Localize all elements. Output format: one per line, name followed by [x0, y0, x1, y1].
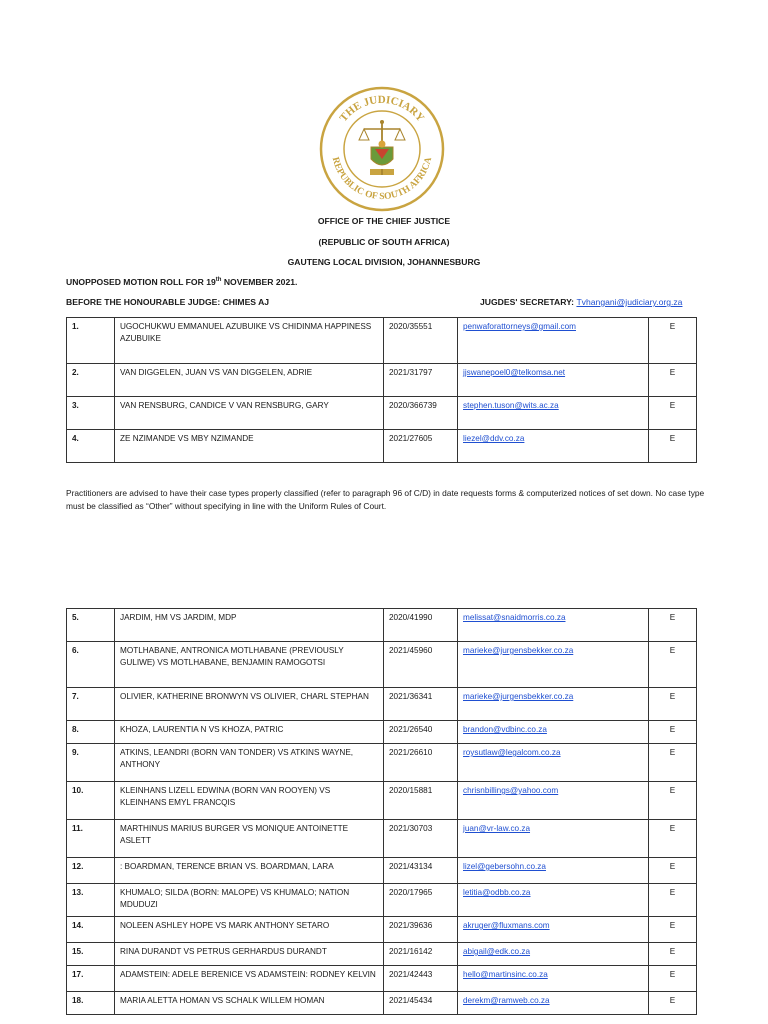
case-email-link-cell	[458, 884, 649, 917]
case-type-code-cell	[649, 917, 697, 943]
case-email-link[interactable]: derekm@ramweb.co.za	[463, 996, 550, 1005]
case-email-link-cell	[458, 318, 649, 364]
case-type-code: E	[669, 322, 676, 331]
case-email-link[interactable]: akruger@fluxmans.com	[463, 921, 550, 930]
case-number-cell	[384, 917, 458, 943]
case-number: 2021/30703	[389, 824, 433, 833]
case-email-link[interactable]: marieke@jurgensbekker.co.za	[463, 646, 574, 655]
case-email-link-cell	[458, 917, 649, 943]
seal-bottom-text: REPUBLIC OF SOUTH AFRICA	[329, 156, 435, 203]
roll-title	[66, 277, 297, 287]
case-type-code-cell	[649, 642, 697, 688]
case-parties-cell	[115, 688, 384, 721]
case-email-link-cell	[458, 688, 649, 721]
roll-table-1	[66, 317, 697, 463]
case-type-code-cell	[649, 688, 697, 721]
case-item-number-cell	[67, 943, 115, 966]
case-number-cell	[384, 992, 458, 1015]
table-row	[67, 917, 697, 943]
case-email-link-cell	[458, 966, 649, 992]
case-parties-cell	[115, 397, 384, 430]
case-number-cell	[384, 318, 458, 364]
case-parties: MARIA ALETTA HOMAN VS SCHALK WILLEM HOMAN	[120, 996, 325, 1005]
case-item-number: 14.	[72, 921, 84, 930]
judiciary-seal	[318, 85, 446, 213]
roll-title-suffix: NOVEMBER 2021.	[221, 277, 298, 287]
case-email-link[interactable]: penwaforattorneys@gmail.com	[463, 322, 576, 331]
case-item-number-cell	[67, 642, 115, 688]
judiciary-seal-icon	[318, 85, 446, 213]
case-type-code-cell	[649, 992, 697, 1015]
case-parties-cell	[115, 917, 384, 943]
case-parties-cell	[115, 943, 384, 966]
case-number-cell	[384, 721, 458, 744]
case-parties-cell	[115, 858, 384, 884]
case-parties: : BOARDMAN, TERENCE BRIAN VS. BOARDMAN, LARA	[120, 862, 334, 871]
case-parties: KHUMALO; SILDA (BORN: MALOPE) VS KHUMALO; NATION MDUDUZI	[120, 888, 350, 909]
case-type-code: E	[669, 921, 676, 930]
case-email-link[interactable]: lizel@gebersohn.co.za	[463, 862, 546, 871]
table-row	[67, 992, 697, 1015]
case-parties-cell	[115, 992, 384, 1015]
case-number-cell	[384, 782, 458, 820]
case-email-link[interactable]: brandon@vdbinc.co.za	[463, 725, 547, 734]
case-email-link-cell	[458, 782, 649, 820]
case-email-link[interactable]: melissat@snaidmorris.co.za	[463, 613, 566, 622]
table-row	[67, 782, 697, 820]
case-type-code-cell	[649, 318, 697, 364]
case-parties-cell	[115, 364, 384, 397]
case-parties: ZE NZIMANDE VS MBY NZIMANDE	[120, 434, 254, 443]
case-type-code: E	[669, 970, 676, 979]
table-row	[67, 642, 697, 688]
case-type-code: E	[669, 725, 676, 734]
case-email-link[interactable]: jjswanepoel0@telkomsa.net	[463, 368, 566, 377]
case-email-link-cell	[458, 943, 649, 966]
case-number: 2021/43134	[389, 862, 433, 871]
case-item-number: 17.	[72, 970, 84, 979]
case-parties: JARDIM, HM VS JARDIM, MDP	[120, 613, 237, 622]
case-number-cell	[384, 397, 458, 430]
case-number: 2021/16142	[389, 947, 433, 956]
case-item-number: 11.	[72, 824, 83, 833]
table-row	[67, 820, 697, 858]
case-number: 2020/366739	[389, 401, 437, 410]
case-item-number: 12.	[72, 862, 84, 871]
case-email-link-cell	[458, 744, 649, 782]
case-parties: VAN DIGGELEN, JUAN VS VAN DIGGELEN, ADRIE	[120, 368, 313, 377]
case-item-number: 2.	[72, 368, 79, 377]
case-parties: MOTLHABANE, ANTRONICA MOTLHABANE (PREVIOUSLY GULIWE) VS MOTLHABANE, BENJAMIN RAMOGOTSI	[120, 646, 344, 667]
roll-table-2	[66, 608, 697, 1015]
case-parties-cell	[115, 744, 384, 782]
case-number-cell	[384, 858, 458, 884]
case-parties: KLEINHANS LIZELL EDWINA (BORN VAN ROOYEN) VS KLEINHANS EMYL FRANCQIS	[120, 786, 331, 807]
case-parties-cell	[115, 820, 384, 858]
case-type-code: E	[669, 824, 676, 833]
case-type-code: E	[669, 862, 676, 871]
case-email-link-cell	[458, 397, 649, 430]
case-number-cell	[384, 884, 458, 917]
case-number-cell	[384, 609, 458, 642]
practitioner-note: Practitioners are advised to have their case types properly classified (refer to paragraph 96 of C/D) in date requests forms & computerized notices of set down. No case type must be classified as “Other” without specifying in line with the Uniform Rules of Court.	[66, 488, 705, 511]
case-parties-cell	[115, 430, 384, 463]
case-parties-cell	[115, 782, 384, 820]
case-email-link[interactable]: letitia@odbb.co.za	[463, 888, 531, 897]
case-item-number: 10.	[72, 786, 84, 795]
case-item-number-cell	[67, 688, 115, 721]
case-type-code: E	[669, 368, 676, 377]
case-type-code-cell	[649, 721, 697, 744]
case-number: 2020/41990	[389, 613, 433, 622]
case-email-link[interactable]: liezel@ddv.co.za	[463, 434, 525, 443]
case-parties: ATKINS, LEANDRI (BORN VAN TONDER) VS ATKINS WAYNE, ANTHONY	[120, 748, 354, 769]
case-type-code: E	[669, 888, 676, 897]
table-row	[67, 721, 697, 744]
header-republic: (REPUBLIC OF SOUTH AFRICA)	[318, 237, 450, 247]
case-item-number: 13.	[72, 888, 84, 897]
case-item-number-cell	[67, 884, 115, 917]
roll-title-sup: th	[215, 277, 222, 284]
case-number: 2021/42443	[389, 970, 433, 979]
case-parties-cell	[115, 318, 384, 364]
case-type-code-cell	[649, 744, 697, 782]
case-parties: KHOZA, LAURENTIA N VS KHOZA, PATRIC	[120, 725, 284, 734]
case-number: 2021/31797	[389, 368, 433, 377]
roll-judge: BEFORE THE HONOURABLE JUDGE: CHIMES AJ	[66, 297, 270, 307]
case-email-link-cell	[458, 642, 649, 688]
case-parties-cell	[115, 966, 384, 992]
case-item-number-cell	[67, 364, 115, 397]
case-number: 2021/39636	[389, 921, 433, 930]
case-parties: ADAMSTEIN: ADELE BERENICE VS ADAMSTEIN: RODNEY KELVIN	[120, 970, 376, 979]
case-item-number-cell	[67, 917, 115, 943]
case-type-code: E	[669, 947, 676, 956]
table-row	[67, 744, 697, 782]
header-office: OFFICE OF THE CHIEF JUSTICE	[317, 216, 451, 226]
case-email-link-cell	[458, 992, 649, 1015]
case-type-code-cell	[649, 782, 697, 820]
case-parties-cell	[115, 609, 384, 642]
roll-title-prefix: UNOPPOSED MOTION ROLL FOR 19	[66, 277, 216, 287]
case-email-link-cell	[458, 430, 649, 463]
case-parties-cell	[115, 642, 384, 688]
table-row	[67, 397, 697, 430]
case-email-link[interactable]: roysutlaw@legalcom.co.za	[463, 748, 561, 757]
case-parties: RINA DURANDT VS PETRUS GERHARDUS DURANDT	[120, 947, 327, 956]
svg-text:THE JUDICIARY	[338, 94, 427, 124]
case-number: 2021/26610	[389, 748, 433, 757]
case-item-number-cell	[67, 397, 115, 430]
case-type-code-cell	[649, 966, 697, 992]
case-number-cell	[384, 966, 458, 992]
case-item-number: 8.	[72, 725, 79, 734]
case-number: 2021/36341	[389, 692, 433, 701]
case-type-code: E	[669, 786, 676, 795]
case-parties: MARTHINUS MARIUS BURGER VS MONIQUE ANTOINETTE ASLETT	[120, 824, 349, 845]
case-number-cell	[384, 744, 458, 782]
case-item-number-cell	[67, 721, 115, 744]
case-number: 2021/26540	[389, 725, 433, 734]
case-item-number-cell	[67, 992, 115, 1015]
secretary-label: JUGDES' SECRETARY:	[480, 297, 577, 307]
case-number-cell	[384, 688, 458, 721]
case-parties: NOLEEN ASHLEY HOPE VS MARK ANTHONY SETARO	[120, 921, 330, 930]
case-item-number: 9.	[72, 748, 79, 757]
case-type-code: E	[669, 434, 676, 443]
case-item-number-cell	[67, 430, 115, 463]
case-item-number-cell	[67, 609, 115, 642]
case-item-number: 7.	[72, 692, 79, 701]
case-item-number: 5.	[72, 613, 79, 622]
case-email-link[interactable]: juan@vr-law.co.za	[463, 824, 531, 833]
case-item-number: 3.	[72, 401, 79, 410]
case-number: 2021/27605	[389, 434, 433, 443]
case-parties: VAN RENSBURG, CANDICE V VAN RENSBURG, GARY	[120, 401, 329, 410]
case-type-code-cell	[649, 609, 697, 642]
case-type-code: E	[669, 613, 676, 622]
case-type-code-cell	[649, 430, 697, 463]
header-division: GAUTENG LOCAL DIVISION, JOHANNESBURG	[287, 257, 481, 267]
case-item-number: 6.	[72, 646, 79, 655]
case-number: 2020/35551	[389, 322, 433, 331]
case-email-link-cell	[458, 721, 649, 744]
case-item-number-cell	[67, 744, 115, 782]
case-item-number-cell	[67, 858, 115, 884]
case-email-link-cell	[458, 820, 649, 858]
case-email-link[interactable]: stephen.tuson@wits.ac.za	[463, 401, 559, 410]
table-row	[67, 318, 697, 364]
case-email-link-cell	[458, 364, 649, 397]
case-type-code-cell	[649, 820, 697, 858]
case-number: 2021/45434	[389, 996, 433, 1005]
case-number: 2020/17965	[389, 888, 433, 897]
case-email-link[interactable]: chrisnbillings@yahoo.com	[463, 786, 559, 795]
table-row	[67, 364, 697, 397]
case-type-code-cell	[649, 943, 697, 966]
case-parties-cell	[115, 884, 384, 917]
case-number-cell	[384, 642, 458, 688]
case-type-code: E	[669, 692, 676, 701]
case-number-cell	[384, 943, 458, 966]
case-number-cell	[384, 430, 458, 463]
case-type-code: E	[669, 748, 676, 757]
table-row	[67, 609, 697, 642]
case-email-link[interactable]: hello@martinsinc.co.za	[463, 970, 548, 979]
case-item-number: 18.	[72, 996, 84, 1005]
case-type-code-cell	[649, 364, 697, 397]
case-type-code-cell	[649, 858, 697, 884]
table-row	[67, 884, 697, 917]
table-row	[67, 943, 697, 966]
case-parties: OLIVIER, KATHERINE BRONWYN VS OLIVIER, CHARL STEPHAN	[120, 692, 369, 701]
case-item-number: 4.	[72, 434, 79, 443]
case-type-code-cell	[649, 884, 697, 917]
case-parties: UGOCHUKWU EMMANUEL AZUBUIKE VS CHIDINMA HAPPINESS AZUBUIKE	[120, 322, 372, 343]
table-row	[67, 430, 697, 463]
table-row	[67, 688, 697, 721]
case-type-code: E	[669, 401, 676, 410]
case-item-number-cell	[67, 820, 115, 858]
case-parties-cell	[115, 721, 384, 744]
case-type-code: E	[669, 646, 676, 655]
case-item-number-cell	[67, 966, 115, 992]
case-email-link-cell	[458, 858, 649, 884]
secretary-line	[480, 297, 682, 307]
case-number: 2020/15881	[389, 786, 433, 795]
case-item-number-cell	[67, 782, 115, 820]
case-type-code: E	[669, 996, 676, 1005]
case-email-link[interactable]: abigail@edk.co.za	[463, 947, 531, 956]
case-number: 2021/45960	[389, 646, 433, 655]
case-item-number: 15.	[72, 947, 84, 956]
table-row	[67, 858, 697, 884]
secretary-email-link[interactable]: Tvhangani@judiciary.org.za	[576, 297, 683, 307]
case-item-number-cell	[67, 318, 115, 364]
case-number-cell	[384, 364, 458, 397]
table-row	[67, 966, 697, 992]
case-item-number: 1.	[72, 322, 79, 331]
case-email-link[interactable]: marieke@jurgensbekker.co.za	[463, 692, 574, 701]
seal-top-text: THE JUDICIARY	[337, 93, 427, 125]
case-type-code-cell	[649, 397, 697, 430]
case-number-cell	[384, 820, 458, 858]
case-email-link-cell	[458, 609, 649, 642]
